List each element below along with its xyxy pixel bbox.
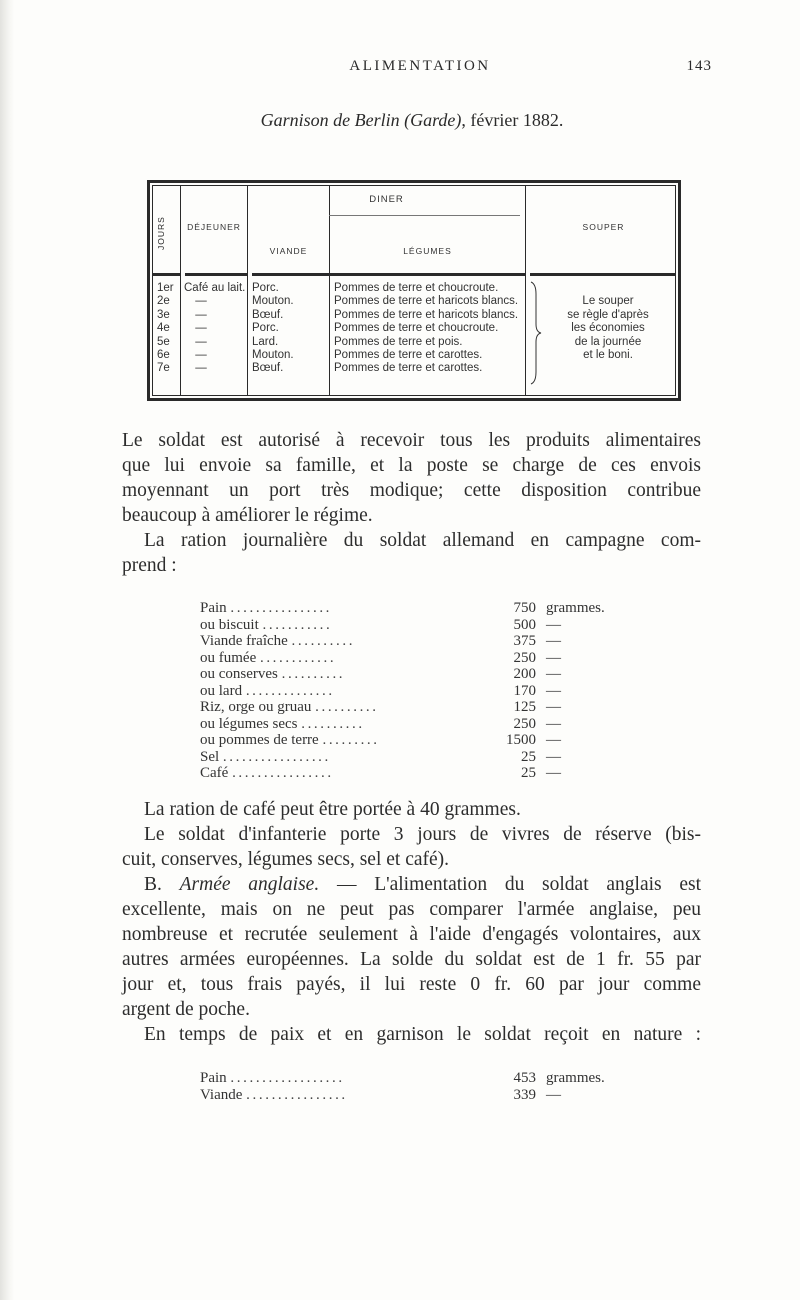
souper-line: Le souper bbox=[582, 295, 634, 307]
ration-quantity: 750 bbox=[513, 600, 536, 616]
ration-row bbox=[200, 666, 620, 683]
menu-table-inner-frame bbox=[152, 185, 676, 396]
ration-item: Pain ................ bbox=[200, 600, 333, 616]
leader-dots: ................ bbox=[246, 1086, 348, 1103]
header-souper: SOUPER bbox=[582, 222, 625, 232]
breakfast-cell: Café au lait. bbox=[184, 282, 246, 294]
text-line: B. Armée anglaise. — L'alimentation du soldat anglais est bbox=[144, 874, 701, 895]
ration-row bbox=[200, 765, 620, 782]
ration-row bbox=[200, 732, 620, 749]
ration-item: Viande ................ bbox=[200, 1086, 348, 1103]
ration-item: ou biscuit ........... bbox=[200, 616, 333, 633]
ration-quantity: 170 bbox=[513, 682, 536, 699]
vegetables-cell: Pommes de terre et carottes. bbox=[334, 362, 483, 375]
ration-unit: — bbox=[546, 633, 561, 649]
ration-quantity: 250 bbox=[513, 649, 536, 666]
text-line: Le soldat d'infanterie porte 3 jours de vivres de réserve (bis- bbox=[144, 824, 701, 845]
meat-cell: Porc. bbox=[252, 282, 279, 294]
text-line: cuit, conserves, légumes secs, sel et café). bbox=[122, 849, 450, 870]
vegetables-cell: Pommes de terre et haricots blancs. bbox=[334, 308, 519, 321]
ration-quantity: 375 bbox=[513, 633, 536, 649]
text-line: que lui envoie sa famille, et la poste se charge de ces envois bbox=[122, 455, 701, 476]
ration-item: ou fumée ............ bbox=[200, 649, 337, 666]
text-line: moyennant un port très modique; cette disposition contribue bbox=[122, 480, 701, 501]
ration-unit: grammes. bbox=[546, 1070, 605, 1086]
ration-item: ou lard .............. bbox=[200, 682, 335, 699]
ration-unit: — bbox=[546, 748, 561, 765]
vegetables-cell: Pommes de terre et pois. bbox=[334, 335, 463, 348]
ration-row bbox=[200, 1070, 620, 1087]
header-legumes: LÉGUMES bbox=[403, 246, 452, 256]
day-number: 5e bbox=[157, 335, 170, 348]
ration-unit: — bbox=[546, 732, 561, 748]
running-head bbox=[0, 58, 800, 82]
day-number: 6e bbox=[157, 349, 170, 361]
text-line: La ration de café peut être portée à 40 grammes. bbox=[144, 799, 521, 820]
col-divider-dejeuner bbox=[247, 186, 248, 395]
paragraph-british-army bbox=[122, 872, 701, 1022]
souper-note bbox=[538, 295, 678, 363]
ration-item: ou pommes de terre ......... bbox=[200, 732, 380, 748]
running-head-title: ALIMENTATION bbox=[349, 58, 491, 74]
ration-unit: grammes. bbox=[546, 600, 605, 616]
ration-item: Café ................ bbox=[200, 765, 334, 781]
ration-quantity: 339 bbox=[513, 1086, 536, 1103]
leader-dots: ................ bbox=[230, 600, 333, 616]
breakfast-cell: — bbox=[195, 308, 207, 321]
page-number: 143 bbox=[686, 58, 712, 74]
caption-place: Garnison de Berlin bbox=[260, 110, 400, 130]
text-line: jour et, tous frais payés, il lui reste 0 fr. 60 par jour comme bbox=[122, 974, 701, 995]
col-divider-viande bbox=[329, 186, 330, 395]
ration-quantity: 500 bbox=[513, 616, 536, 633]
souper-line: de la journée bbox=[574, 335, 642, 348]
menu-table bbox=[147, 180, 681, 401]
meat-cell: Mouton. bbox=[252, 295, 294, 308]
paragraph-peace-time bbox=[122, 1022, 701, 1047]
ration-unit: — bbox=[546, 765, 561, 781]
peace-ration-list bbox=[200, 1070, 620, 1103]
souper-line: se règle d'après bbox=[567, 308, 649, 321]
leader-dots: .......... bbox=[291, 633, 356, 649]
souper-line: et le boni. bbox=[583, 349, 633, 361]
leader-dots: ............ bbox=[259, 649, 337, 666]
vegetables-cell: Pommes de terre et choucroute. bbox=[334, 322, 499, 335]
day-number: 1er bbox=[157, 282, 174, 294]
leader-dots: .......... bbox=[315, 699, 379, 715]
vegetables-cell: Pommes de terre et carottes. bbox=[334, 349, 483, 361]
ration-item: Viande fraîche .......... bbox=[200, 633, 356, 649]
leader-dots: .......... bbox=[301, 715, 365, 732]
paragraph-coffee bbox=[122, 797, 701, 822]
table-caption bbox=[0, 110, 800, 131]
paragraph-reserve bbox=[122, 822, 701, 872]
caption-date: , février 1882. bbox=[461, 110, 564, 130]
text-line: prend : bbox=[122, 555, 177, 576]
ration-quantity: 200 bbox=[513, 666, 536, 682]
ration-row bbox=[200, 617, 620, 634]
header-dejeuner: DÉJEUNER bbox=[187, 222, 241, 232]
ration-quantity: 25 bbox=[521, 765, 536, 781]
caption-unit: (Garde) bbox=[404, 110, 462, 130]
ration-row bbox=[200, 683, 620, 700]
ration-row bbox=[200, 633, 620, 650]
leader-dots: .................. bbox=[230, 1070, 345, 1086]
ration-row bbox=[200, 650, 620, 667]
leader-dots: .............. bbox=[245, 682, 335, 699]
vegetables-cell: Pommes de terre et choucroute. bbox=[334, 282, 499, 294]
header-rule-2 bbox=[185, 273, 247, 276]
paragraph-campaign-ration bbox=[122, 528, 701, 578]
text-line: argent de poche. bbox=[122, 999, 250, 1020]
section-heading-italic: Armée anglaise. bbox=[179, 874, 320, 895]
ration-row bbox=[200, 600, 620, 617]
leader-dots: ......... bbox=[322, 732, 380, 748]
diner-rule bbox=[329, 215, 520, 216]
meat-cell: Porc. bbox=[252, 322, 279, 335]
campaign-ration-list bbox=[200, 600, 620, 782]
text-line: excellente, mais on ne peut pas comparer l'armée anglaise, peu bbox=[122, 899, 701, 920]
ration-unit: — bbox=[546, 1086, 561, 1103]
paragraph-family-parcels bbox=[122, 428, 701, 528]
breakfast-cell: — bbox=[195, 295, 207, 308]
ration-row bbox=[200, 1087, 620, 1104]
ration-item: Sel ................. bbox=[200, 748, 331, 765]
breakfast-cell: — bbox=[195, 362, 207, 375]
day-number: 2e bbox=[157, 295, 170, 308]
souper-bracket-icon bbox=[529, 280, 543, 385]
leader-dots: .......... bbox=[281, 666, 346, 682]
ration-item: Pain .................. bbox=[200, 1070, 345, 1086]
text-line: Le soldat est autorisé à recevoir tous les produits alimentaires bbox=[122, 430, 701, 451]
ration-row bbox=[200, 699, 620, 716]
header-diner: DINER bbox=[369, 194, 404, 205]
ration-quantity: 125 bbox=[513, 699, 536, 715]
leader-dots: ................ bbox=[232, 765, 334, 781]
ration-quantity: 25 bbox=[521, 748, 536, 765]
header-rule-1 bbox=[153, 273, 180, 276]
text-line: autres armées européennes. La solde du soldat est de 1 fr. 55 par bbox=[122, 949, 701, 970]
ration-unit: — bbox=[546, 616, 561, 633]
ration-item: ou conserves .......... bbox=[200, 666, 346, 682]
header-rule-3 bbox=[252, 273, 525, 276]
meat-cell: Lard. bbox=[252, 335, 279, 348]
col-divider-legumes bbox=[525, 186, 526, 395]
ration-unit: — bbox=[546, 649, 561, 666]
text-line: La ration journalière du soldat allemand en campagne com- bbox=[144, 530, 701, 551]
souper-line: les économies bbox=[571, 322, 645, 334]
ration-quantity: 250 bbox=[513, 715, 536, 732]
ration-unit: — bbox=[546, 699, 561, 715]
day-number: 3e bbox=[157, 308, 170, 321]
text-line: beaucoup à améliorer le régime. bbox=[122, 505, 373, 526]
leader-dots: ................. bbox=[222, 748, 331, 765]
ration-row bbox=[200, 749, 620, 766]
meat-cell: Mouton. bbox=[252, 349, 294, 361]
ration-quantity: 453 bbox=[513, 1070, 536, 1086]
leader-dots: ........... bbox=[262, 616, 333, 633]
breakfast-cell: — bbox=[195, 335, 207, 348]
day-number: 7e bbox=[157, 362, 170, 375]
page-gutter-shadow bbox=[0, 0, 14, 1300]
text-line: En temps de paix et en garnison le soldat reçoit en nature : bbox=[144, 1024, 701, 1045]
breakfast-cell: — bbox=[195, 322, 207, 335]
header-jours: JOURS bbox=[156, 216, 166, 250]
text-line: nombreuse et recrutée seulement à l'aide d'engagés volontaires, aux bbox=[122, 924, 701, 945]
header-viande: VIANDE bbox=[269, 246, 308, 256]
meat-cell: Bœuf. bbox=[252, 362, 284, 375]
meat-cell: Bœuf. bbox=[252, 308, 284, 321]
day-number: 4e bbox=[157, 322, 170, 335]
ration-unit: — bbox=[546, 682, 561, 699]
vegetables-cell: Pommes de terre et haricots blancs. bbox=[334, 295, 519, 308]
ration-item: Riz, orge ou gruau .......... bbox=[200, 699, 379, 715]
header-rule-4 bbox=[530, 273, 675, 276]
ration-item: ou légumes secs .......... bbox=[200, 715, 365, 732]
ration-quantity: 1500 bbox=[506, 732, 536, 748]
breakfast-cell: — bbox=[195, 349, 207, 361]
ration-row bbox=[200, 716, 620, 733]
ration-unit: — bbox=[546, 715, 561, 732]
ration-unit: — bbox=[546, 666, 561, 682]
